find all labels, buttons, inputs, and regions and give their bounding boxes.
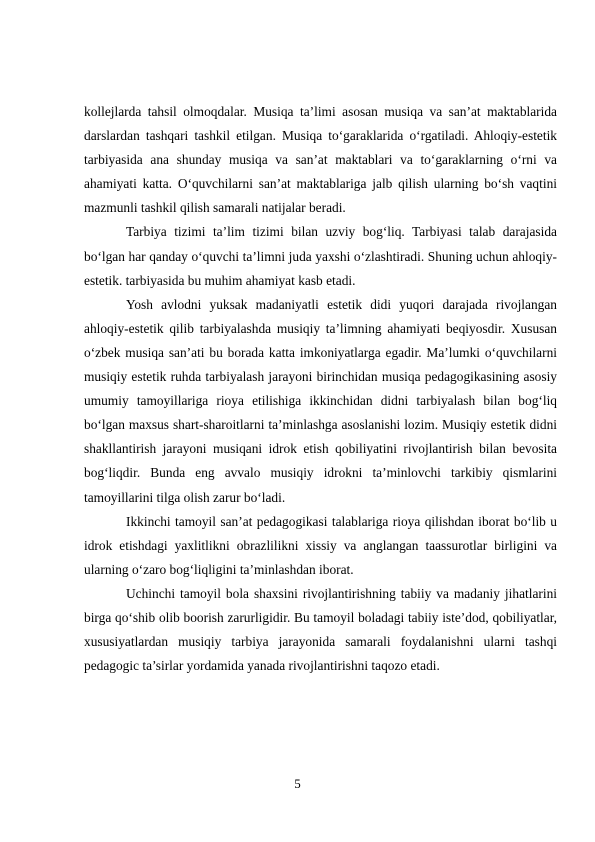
paragraph-upbringing-system: Tarbiya tizimi ta’lim tizimi bilan uzviy bog‘liq. Tarbiyasi talab darajasida bo‘lgan har qanday o‘quvchi ta’limni juda yaxshi o‘zlashtiradi. Shuning uchun ahloqiy-estetik. tarbiyasida bu muhim ahamiyat kasb etadi. <box>84 224 557 288</box>
body-text <box>84 100 557 678</box>
paragraph-young-generation: Yosh avlodni yuksak madaniyatli estetik didi yuqori darajada rivojlangan ahloqiy-estetik qilib tarbiyalashda musiqiy ta’limning ahamiyati beqiyosdir. Xususan o‘zbek musiqa san’ati bu borada katta imkoniyatlarga egadir. Ma’lumki o‘quvchilarni musiqiy estetik ruhda tarbiyalash jarayoni birinchidan musiqa pedagogikasining asosiy umumiy tamoyillariga rioya etilishiga ikkinchidan didni tarbiyalash bilan bog‘liq bo‘lgan maxsus shart-sharoitlarni ta’minlashga asoslanishi lozim. Musiqiy estetik didni shakllantirish jarayoni musiqani idrok etish qobiliyatini rivojlantirish bilan bevosita bog‘liqdir. Bunda eng avvalo musiqiy idrokni ta’minlovchi tarkibiy qismlarini tamoyillarini tilga olish zarur bo‘ladi. <box>84 296 557 505</box>
paragraph-second-principle: Ikkinchi tamoyil san’at pedagogikasi talablariga rioya qilishdan iborat bo‘lib u idrok etishdagi yaxlitlikni obrazlilikni xissiy va anglangan taassurotlar birligini va ularning o‘zaro bog‘liqligini ta’minlashdan iborat. <box>84 513 557 577</box>
page-number: 5 <box>294 776 301 791</box>
paragraph-third-principle: Uchinchi tamoyil bola shaxsini rivojlantirishning tabiiy va madaniy jihatlarini birga qo‘shib olib boorish zarurligidir. Bu tamoyil boladagi tabiiy iste’dod, qobiliyatlar, xususiyatlardan musiqiy tarbiya jarayonida samarali foydalanishni ularni tashqi pedagogic ta’sirlar yordamida yanada rivojlantirishni taqozo etadi. <box>84 585 557 674</box>
paragraph-continued: kollejlarda tahsil olmoqdalar. Musiqa ta’limi asosan musiqa va san’at maktablarida darslardan tashqari tashkil etilgan. Musiqa to‘garaklarida o‘rgatiladi. Ahloqiy-estetik tarbiyasida ana shunday musiqa va san’at maktablari va to‘garaklarning o‘rni va ahamiyati katta. O‘quvchilarni san’at maktablariga jalb qilish ularning bo‘sh vaqtini mazmunli tashkil qilish samarali natijalar beradi. <box>84 104 557 216</box>
